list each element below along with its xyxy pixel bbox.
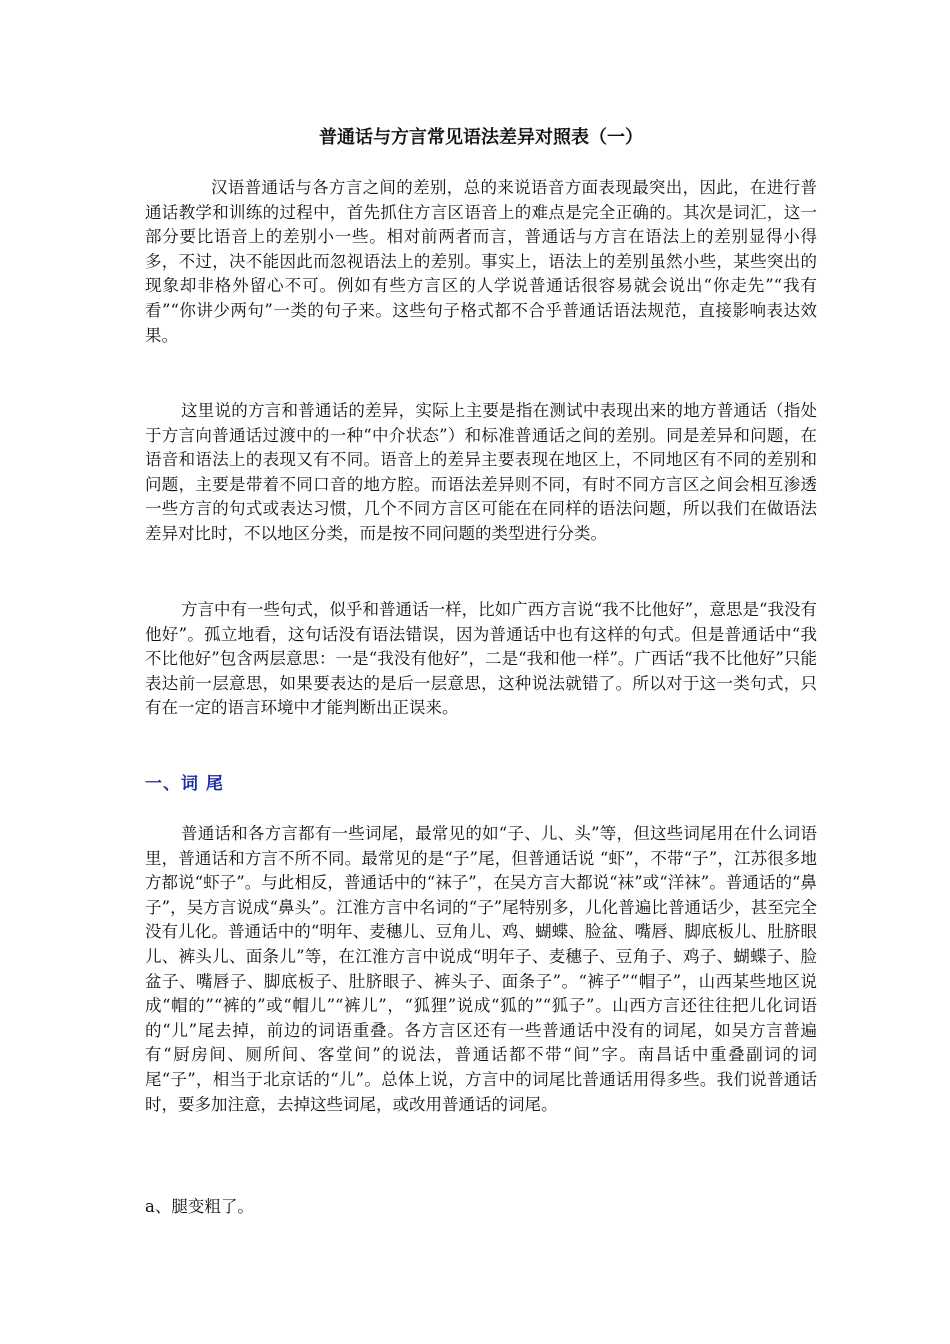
- example-sentence: a、腿变粗了。: [145, 1197, 254, 1216]
- section-paragraph: 普通话和各方言都有一些词尾，最常见的如“子、儿、头”等，但这些词尾用在什么词语里，普通话和方言不所不同。最常见的是“子”尾，但普通话说 “虾”，不带“子”，江苏很多地方都说“虾子”。与此相反，普通话中的“袜子”，在吴方言大都说“袜”或“洋袜”。普通话的“鼻子”，吴方言说成“鼻头”。江淮方言中名词的“子”尾特别多，儿化普遍比普通话少，甚至完全没有儿化。普通话中的“明年、麦穗儿、豆角儿、鸡、蝴蝶、脸盆、嘴唇、脚底板儿、肚脐眼儿、裤头儿、面条儿”等，在江淮方言中说成“明年子、麦穗子、豆角子、鸡子、蝴蝶子、脸盆子、嘴唇子、脚底板子、肚脐眼子、裤头子、面条子”。“裤子”“帽子”，山西某些地区说成“帽的”“裤的”或“帽儿”“裤儿”，“狐狸”说成“狐的”“狐子”。山西方言还往往把儿化词语的“儿”尾去掉，前边的词语重叠。各方言区还有一些普通话中没有的词尾，如吴方言普遍有“厨房间、厕所间、客堂间”的说法，普通话都不带“间”字。南昌话中重叠副词的词尾“子”，相当于北京话的“儿”。总体上说，方言中的词尾比普通话用得多些。我们说普通话时，要多加注意，去掉这些词尾，或改用普通话的词尾。: [145, 824, 817, 1114]
- section-heading-word-suffix: 一、词 尾: [145, 774, 224, 794]
- page-title: 普通话与方言常见语法差异对照表（一）: [319, 127, 643, 148]
- intro-paragraph-3: 方言中有一些句式，似乎和普通话一样，比如广西方言说“我不比他好”，意思是“我没有他好”。孤立地看，这句话没有语法错误，因为普通话中也有这样的句式。但是普通话中“我不比他好”包含两层意思：一是“我没有他好”，二是“我和他一样”。广西话“我不比他好”只能表达前一层意思，如果要表达的是后一层意思，这种说法就错了。所以对于这一类句式，只有在一定的语言环境中才能判断出正误来。: [145, 600, 817, 718]
- intro-paragraph-2: 这里说的方言和普通话的差异，实际上主要是指在测试中表现出来的地方普通话（指处于方言向普通话过渡中的一种“中介状态”）和标准普通话之间的差别。同是差异和问题，在语音和语法上的表现又有不同。语音上的差异主要表现在地区上，不同地区有不同的差别和问题，主要是带着不同口音的地方腔。而语法差异则不同，有时不同方言区之间会相互渗透一些方言的句式或表达习惯，几个不同方言区可能在在同样的语法问题，所以我们在做语法差异对比时，不以地区分类，而是按不同问题的类型进行分类。: [145, 401, 817, 543]
- intro-paragraph-1: 汉语普通话与各方言之间的差别，总的来说语音方面表现最突出，因此，在进行普通话教学和训练的过程中，首先抓住方言区语音上的难点是完全正确的。其次是词汇，这一部分要比语音上的差别小一些。相对前两者而言，普通话与方言在语法上的差别显得小得多，不过，决不能因此而忽视语法上的差别。事实上，语法上的差别虽然小些，某些突出的现象却非格外留心不可。例如有些方言区的人学说普通话很容易就会说出“你走先”“我有看”“你讲少两句”一类的句子来。这些句子格式都不合乎普通话语法规范，直接影响表达效果。: [145, 178, 817, 345]
